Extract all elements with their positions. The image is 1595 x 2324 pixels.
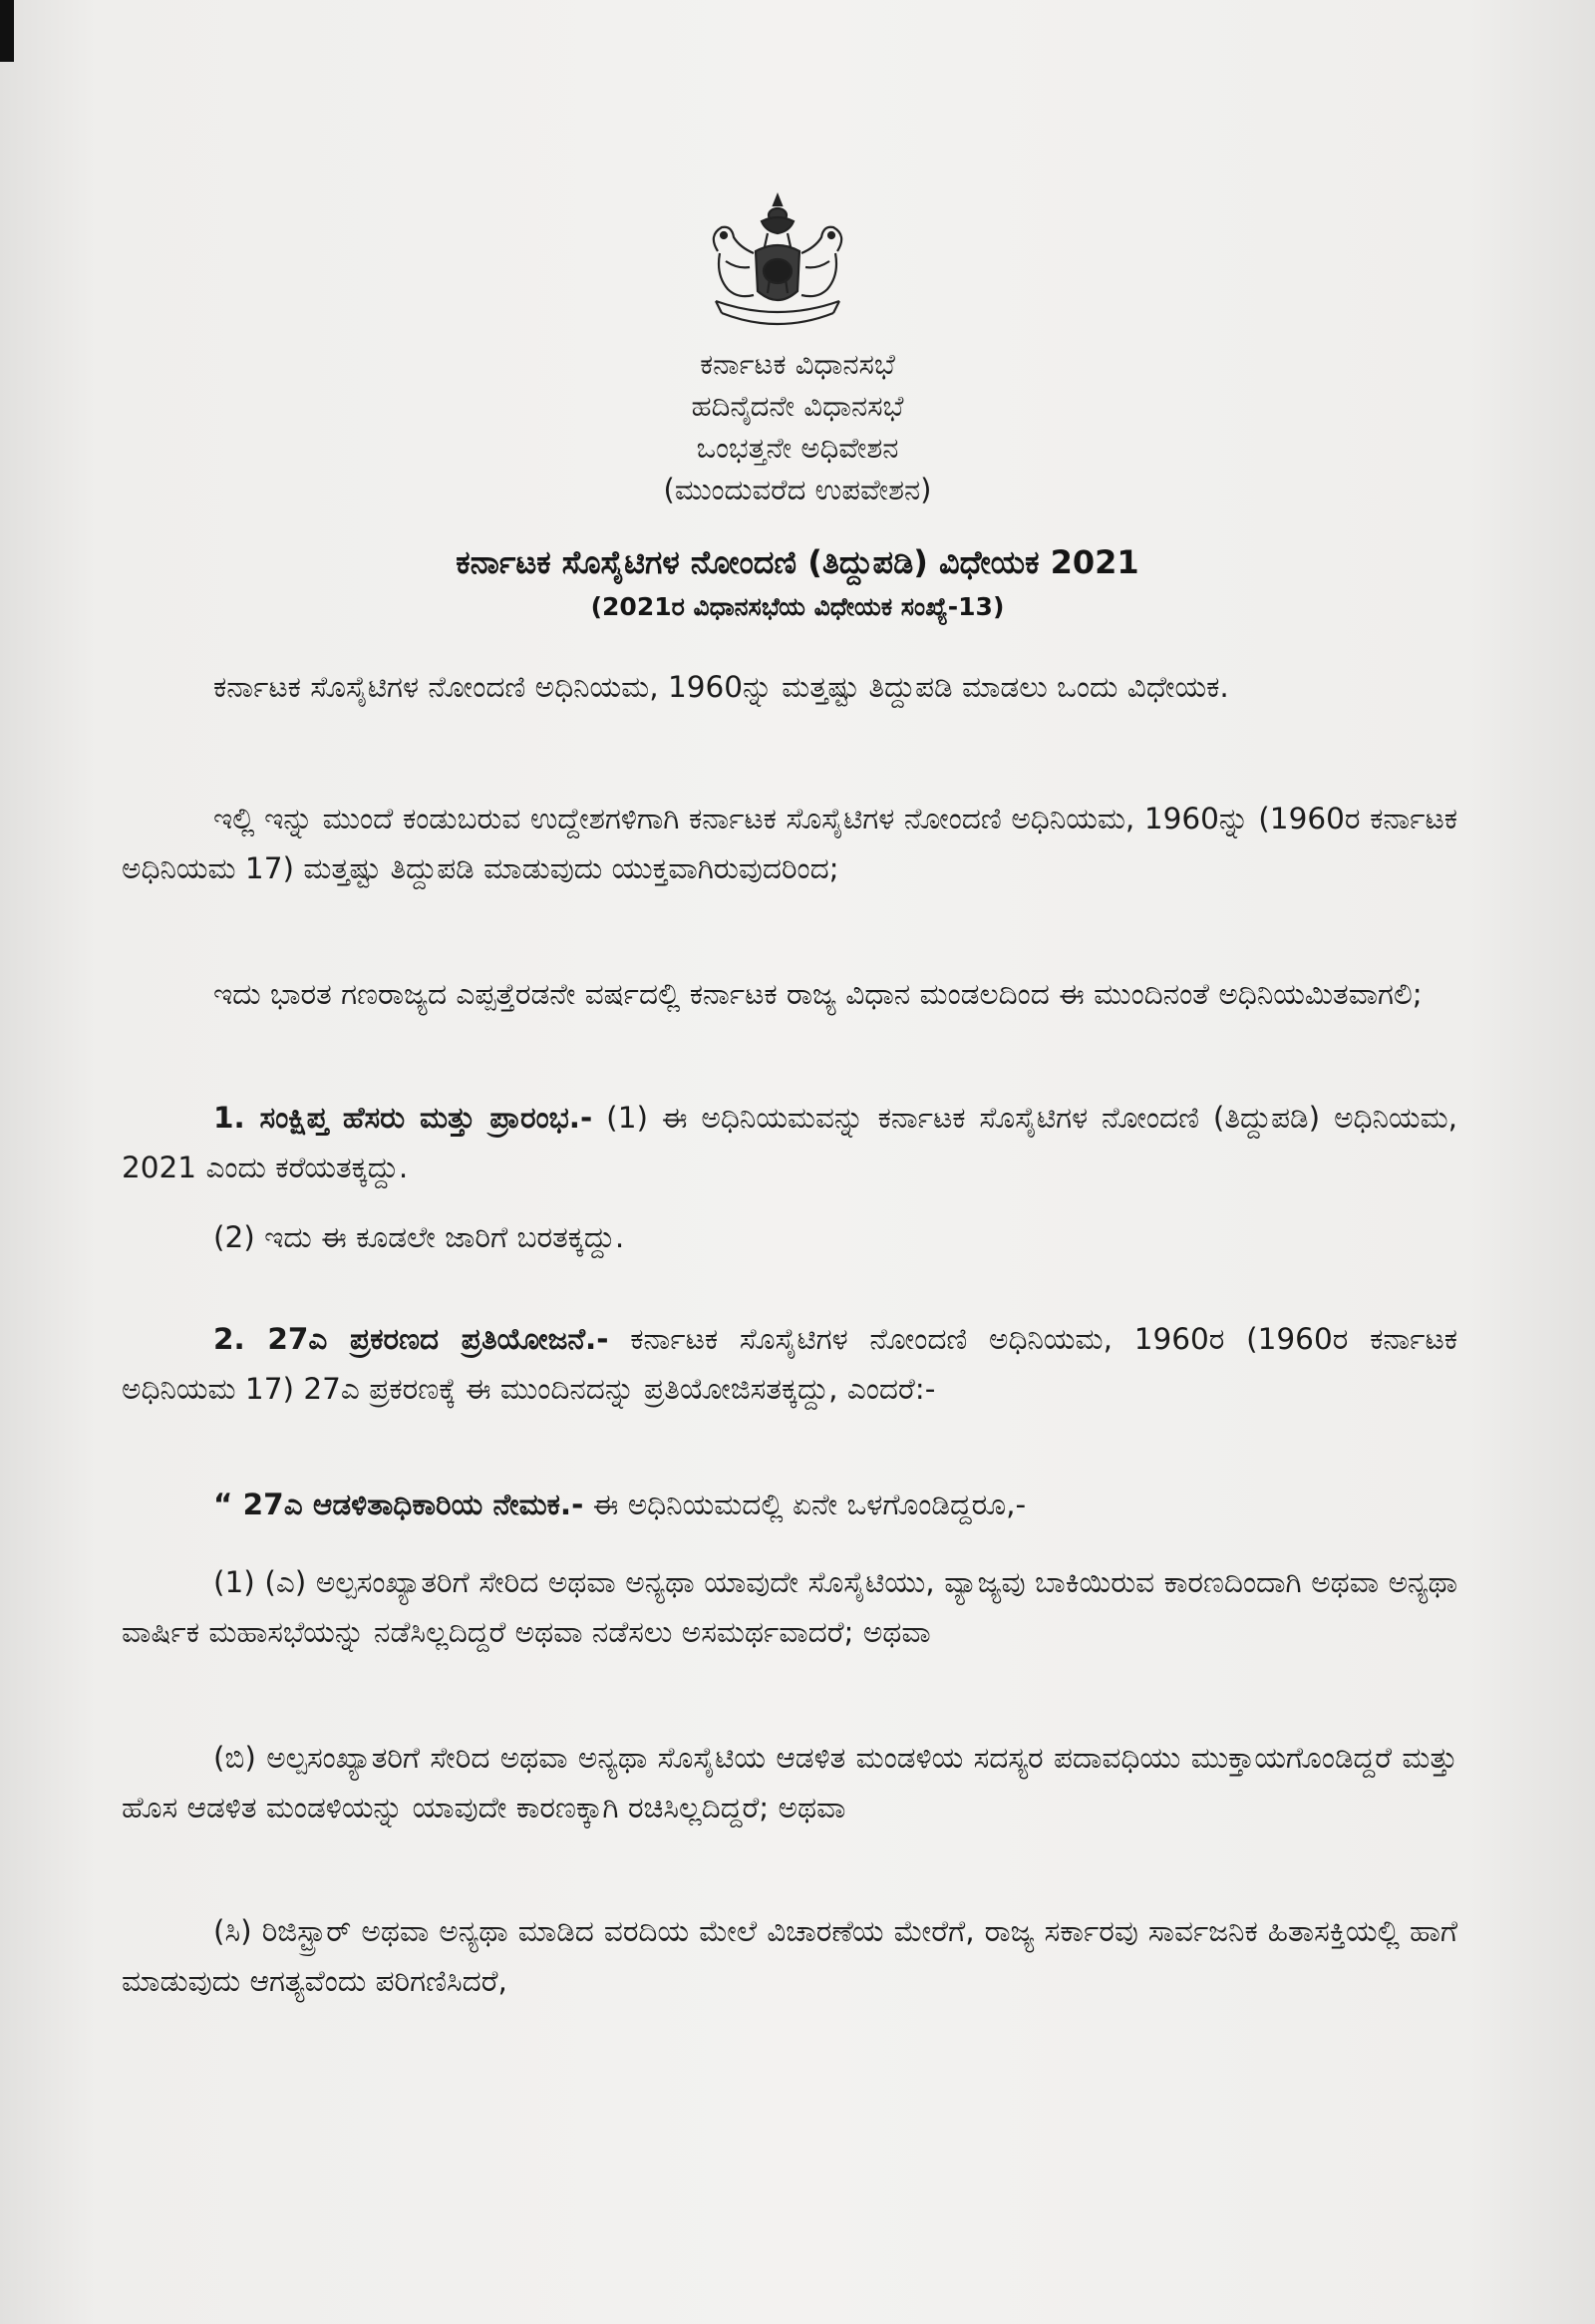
section-2-heading: 2. 27ಎ ಪ್ರಕರಣದ ಪ್ರತಿಯೋಜನೆ.- [213,1322,609,1356]
bill-title: ಕರ್ನಾಟಕ ಸೊಸೈಟಿಗಳ ನೋಂದಣಿ (ತಿದ್ದುಪಡಿ) ವಿಧೇಯಕ 2021 [456,543,1139,581]
section-27a-heading: “ 27ಎ ಆಡಳಿತಾಧಿಕಾರಿಯ ನೇಮಕ.- [213,1488,584,1521]
karnataka-emblem-icon [698,191,857,341]
preamble-paragraph: ಇಲ್ಲಿ ಇನ್ನು ಮುಂದೆ ಕಂಡುಬರುವ ಉದ್ದೇಶಗಳಿಗಾಗಿ ಕರ್ನಾಟಕ ಸೊಸೈಟಿಗಳ ನೋಂದಣಿ ಅಧಿನಿಯಮ, 1960ನ್ನು (1960ರ ಕರ್ನಾಟಕ ಅಧಿನಿಯಮ 17) ಮತ್ತಷ್ಟು ತಿದ್ದುಪಡಿ ಮಾಡುವುದು ಯುಕ್ತವಾಗಿರುವುದರಿಂದ; [122,802,1457,885]
section-2-paragraph [122,1314,1457,1414]
session-note: (ಮುಂದುವರೆದ ಉಪವೇಶನ) [663,473,932,506]
assembly-name: ಕರ್ನಾಟಕ ವಿಧಾನಸಭೆ [700,347,895,381]
clause-b-paragraph: (ಬಿ) ಅಲ್ಪಸಂಖ್ಯಾತರಿಗೆ ಸೇರಿದ ಅಥವಾ ಅನ್ಯಥಾ ಸೊಸೈಟಿಯ ಆಡಳಿತ ಮಂಡಳಿಯ ಸದಸ್ಯರ ಪದಾವಧಿಯು ಮುಕ್ತಾಯಗೊಂಡಿದ್ದರೆ ಮತ್ತು ಹೊಸ ಆಡಳಿತ ಮಂಡಳಿಯನ್ನು ಯಾವುದೇ ಕಾರಣಕ್ಕಾಗಿ ರಚಿಸಿಲ್ಲದಿದ್ದರೆ; ಅಥವಾ [122,1741,1457,1825]
session-name: ಒಂಭತ್ತನೇ ಅಧಿವೇಶನ [696,431,899,465]
section-27a-text: ಈ ಅಧಿನಿಯಮದಲ್ಲಿ ಏನೇ ಒಳಗೊಂಡಿದ್ದರೂ,- [583,1488,1027,1521]
section-1-heading: 1. ಸಂಕ್ಷಿಪ್ತ ಹೆಸರು ಮತ್ತು ಪ್ರಾರಂಭ.- [213,1101,593,1135]
binding-edge [0,0,14,62]
long-title-paragraph: ಕರ್ನಾಟಕ ಸೊಸೈಟಿಗಳ ನೋಂದಣಿ ಅಧಿನಿಯಮ, 1960ನ್ನು ಮತ್ತಷ್ಟು ತಿದ್ದುಪಡಿ ಮಾಡಲು ಒಂದು ವಿಧೇಯಕ. [213,670,1229,704]
clause-c-paragraph: (ಸಿ) ರಿಜಿಸ್ಟ್ರಾರ್ ಅಥವಾ ಅನ್ಯಥಾ ಮಾಡಿದ ವರದಿಯ ಮೇಲೆ ವಿಚಾರಣೆಯ ಮೇರೆಗೆ, ರಾಜ್ಯ ಸರ್ಕಾರವು ಸಾರ್ವಜನಿಕ ಹಿತಾಸಕ್ತಿಯಲ್ಲಿ ಹಾಗೆ ಮಾಡುವುದು ಆಗತ್ಯವೆಂದು ಪರಿಗಣಿಸಿದರೆ, [122,1914,1457,1998]
section-1-paragraph [122,1093,1457,1192]
assembly-term: ಹದಿನೈದನೇ ವಿಧಾನಸಭೆ [691,389,904,423]
clause-a-paragraph: (1) (ಎ) ಅಲ್ಪಸಂಖ್ಯಾತರಿಗೆ ಸೇರಿದ ಅಥವಾ ಅನ್ಯಥಾ ಯಾವುದೇ ಸೊಸೈಟಿಯು, ವ್ಯಾಜ್ಯವು ಬಾಕಿಯಿರುವ ಕಾರಣದಿಂದಾಗಿ ಅಥವಾ ಅನ್ಯಥಾ ವಾರ್ಷಿಕ ಮಹಾಸಭೆಯನ್ನು ನಡೆಸಿಲ್ಲದಿದ್ದರೆ ಅಥವಾ ನಡೆಸಲು ಅಸಮರ್ಥವಾದರೆ; ಅಥವಾ [122,1565,1457,1649]
section-27a-paragraph [122,1480,1457,1529]
enacting-paragraph: ಇದು ಭಾರತ ಗಣರಾಜ್ಯದ ಎಪ್ಪತ್ತೆರಡನೇ ವರ್ಷದಲ್ಲಿ ಕರ್ನಾಟಕ ರಾಜ್ಯ ವಿಧಾನ ಮಂಡಲದಿಂದ ಈ ಮುಂದಿನಂತೆ ಅಧಿನಿಯಮಿತವಾಗಲಿ; [213,977,1423,1011]
section-2-text: ಕರ್ನಾಟಕ ಸೊಸೈಟಿಗಳ ನೋಂದಣಿ ಅಧಿನಿಯಮ, 1960ರ (1960ರ ಕರ್ನಾಟಕ ಅಧಿನಿಯಮ 17) 27ಎ ಪ್ರಕರಣಕ್ಕೆ ಈ ಮುಂದಿನದನ್ನು ಪ್ರತಿಯೋಜಿಸತಕ್ಕದ್ದು, ಎಂದರೆ:- [122,1322,1457,1406]
bill-number: (2021ರ ವಿಧಾನಸಭೆಯ ವಿಧೇಯಕ ಸಂಖ್ಯೆ-13) [590,592,1005,621]
section-1-text: (1) ಈ ಅಧಿನಿಯಮವನ್ನು ಕರ್ನಾಟಕ ಸೊಸೈಟಿಗಳ ನೋಂದಣಿ (ತಿದ್ದುಪಡಿ) ಅಧಿನಿಯಮ, 2021 ಎಂದು ಕರೆಯತಕ್ಕದ್ದು. [122,1101,1457,1184]
section-1-subsection-2: (2) ಇದು ಈ ಕೂಡಲೇ ಜಾರಿಗೆ ಬರತಕ್ಕದ್ದು. [213,1220,625,1254]
